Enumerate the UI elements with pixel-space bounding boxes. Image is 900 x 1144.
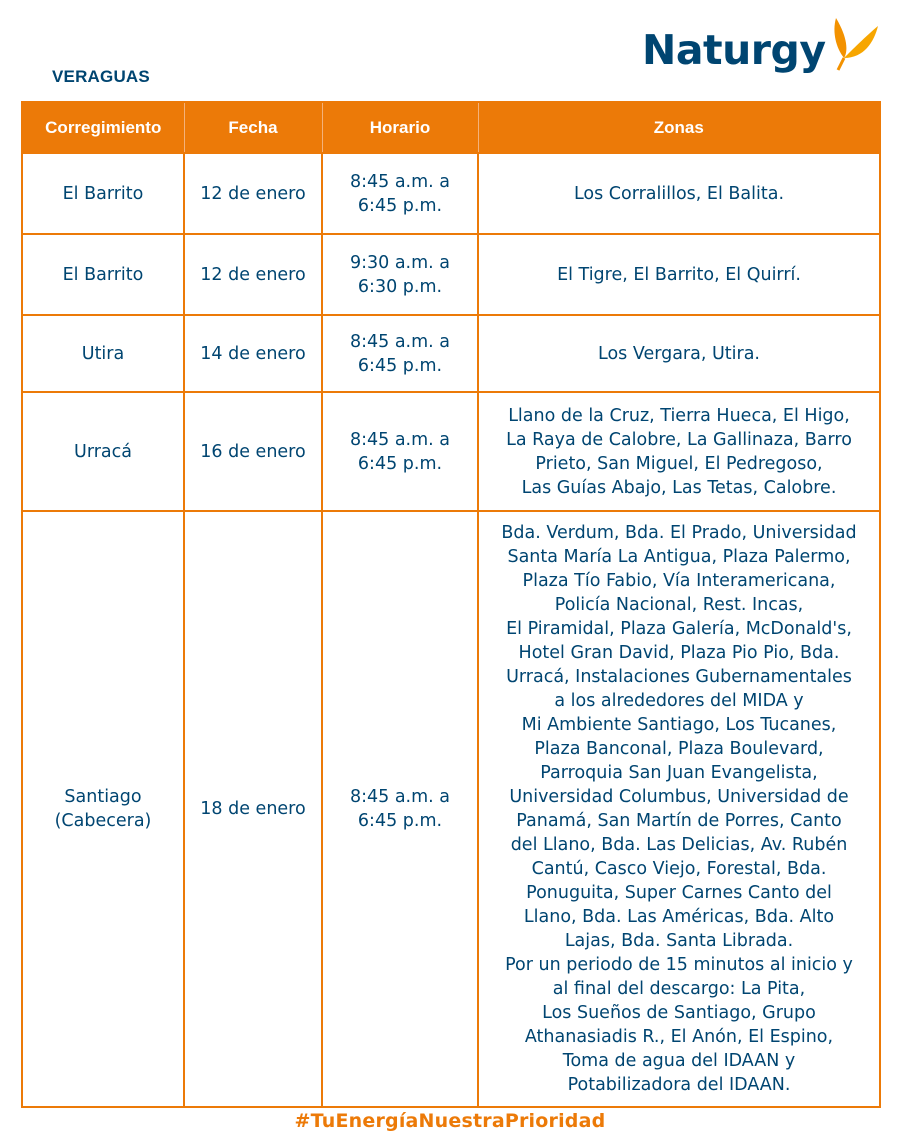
cell-fecha: 16 de enero xyxy=(184,392,322,511)
zonas-line: Plaza Tío Fabio, Vía Interamericana, xyxy=(522,571,836,591)
horario-line: 8:45 a.m. a xyxy=(349,787,451,807)
cell-zonas xyxy=(478,153,880,234)
brand-logo xyxy=(642,14,882,84)
campaign-hashtag: #TuEnergíaNuestraPrioridad xyxy=(294,1110,606,1132)
column-header-horario: Horario xyxy=(322,102,478,153)
corregimiento-line: Utira xyxy=(81,343,125,364)
column-header-zonas: Zonas xyxy=(478,102,880,153)
horario-line: 6:45 p.m. xyxy=(357,811,443,831)
zonas-line: Mi Ambiente Santiago, Los Tucanes, xyxy=(521,715,837,735)
zonas-line: Los Vergara, Utira. xyxy=(598,343,760,364)
table-row xyxy=(22,234,880,315)
cell-horario xyxy=(322,392,478,511)
zonas-line: Lajas, Bda. Santa Librada. xyxy=(564,931,794,951)
horario-line: 6:45 p.m. xyxy=(357,355,443,376)
zonas-line: Las Guías Abajo, Las Tetas, Calobre. xyxy=(521,477,837,498)
zonas-line: El Tigre, El Barrito, El Quirrí. xyxy=(557,264,801,285)
zonas-line: El Piramidal, Plaza Galería, McDonald's, xyxy=(506,619,852,639)
cell-corregimiento xyxy=(22,153,184,234)
horario-line: 6:45 p.m. xyxy=(357,195,443,216)
brand-name: Naturgy xyxy=(642,26,826,74)
zonas-line: Hotel Gran David, Plaza Pio Pio, Bda. xyxy=(518,643,840,663)
zonas-line: Prieto, San Miguel, El Pedregoso, xyxy=(535,453,823,474)
horario-line: 8:45 a.m. a xyxy=(349,331,451,352)
zonas-line: Potabilizadora del IDAAN. xyxy=(567,1075,791,1095)
zonas-line: Los Sueños de Santiago, Grupo xyxy=(542,1003,816,1023)
horario-line: 8:45 a.m. a xyxy=(349,429,451,450)
column-header-corregimiento: Corregimiento xyxy=(22,102,184,153)
cell-zonas xyxy=(478,511,880,1107)
table-row xyxy=(22,511,880,1107)
cell-corregimiento xyxy=(22,511,184,1107)
cell-zonas xyxy=(478,392,880,511)
cell-corregimiento xyxy=(22,315,184,392)
zonas-line: La Raya de Calobre, La Gallinaza, Barro xyxy=(506,429,852,450)
corregimiento-line: Urracá xyxy=(74,441,132,462)
column-header-fecha: Fecha xyxy=(184,102,322,153)
zonas-line: Santa María La Antigua, Plaza Palermo, xyxy=(507,547,851,567)
horario-line: 6:45 p.m. xyxy=(357,453,443,474)
horario-line: 9:30 a.m. a xyxy=(349,252,451,273)
cell-horario xyxy=(322,511,478,1107)
horario-line: 6:30 p.m. xyxy=(357,276,443,297)
zonas-line: Cantú, Casco Viejo, Forestal, Bda. xyxy=(531,859,827,879)
corregimiento-line: El Barrito xyxy=(62,183,144,204)
cell-fecha: 12 de enero xyxy=(184,153,322,234)
cell-corregimiento xyxy=(22,234,184,315)
table-row xyxy=(22,315,880,392)
zonas-line: del Llano, Bda. Las Delicias, Av. Rubén xyxy=(510,835,848,855)
cell-corregimiento xyxy=(22,392,184,511)
zonas-line: Parroquia San Juan Evangelista, xyxy=(540,763,818,783)
cell-zonas xyxy=(478,315,880,392)
zonas-line: Bda. Verdum, Bda. El Prado, Universidad xyxy=(501,523,857,543)
zonas-line: Ponuguita, Super Carnes Canto del xyxy=(526,883,832,903)
corregimiento-line: (Cabecera) xyxy=(54,811,152,831)
table-row xyxy=(22,392,880,511)
table-row xyxy=(22,153,880,234)
zonas-line: Universidad Columbus, Universidad de xyxy=(509,787,849,807)
corregimiento-line: El Barrito xyxy=(62,264,144,285)
corregimiento-line: Santiago xyxy=(64,787,142,807)
zonas-line: Los Corralillos, El Balita. xyxy=(573,183,785,204)
zonas-line: Llano, Bda. Las Américas, Bda. Alto xyxy=(523,907,835,927)
zonas-line: Policía Nacional, Rest. Incas, xyxy=(554,595,804,615)
zonas-line: Por un periodo de 15 minutos al inicio y xyxy=(505,955,853,975)
zonas-line: Toma de agua del IDAAN y xyxy=(562,1051,796,1071)
cell-fecha: 18 de enero xyxy=(184,511,322,1107)
cell-fecha: 14 de enero xyxy=(184,315,322,392)
cell-horario xyxy=(322,315,478,392)
butterfly-icon xyxy=(830,14,882,74)
zonas-line: Panamá, San Martín de Porres, Canto xyxy=(516,811,842,831)
cell-horario xyxy=(322,234,478,315)
zonas-line: Llano de la Cruz, Tierra Hueca, El Higo, xyxy=(508,405,850,426)
zonas-line: al final del descargo: La Pita, xyxy=(552,979,806,999)
region-title: VERAGUAS xyxy=(52,67,150,86)
zonas-line: Athanasiadis R., El Anón, El Espino, xyxy=(524,1027,834,1047)
zonas-line: Plaza Banconal, Plaza Boulevard, xyxy=(534,739,824,759)
zonas-line: Urracá, Instalaciones Gubernamentales xyxy=(506,667,852,687)
horario-line: 8:45 a.m. a xyxy=(349,171,451,192)
zonas-line: a los alrededores del MIDA y xyxy=(554,691,804,711)
outage-schedule-table xyxy=(21,101,881,1108)
table-header-row xyxy=(22,102,880,153)
cell-fecha: 12 de enero xyxy=(184,234,322,315)
cell-zonas xyxy=(478,234,880,315)
cell-horario xyxy=(322,153,478,234)
